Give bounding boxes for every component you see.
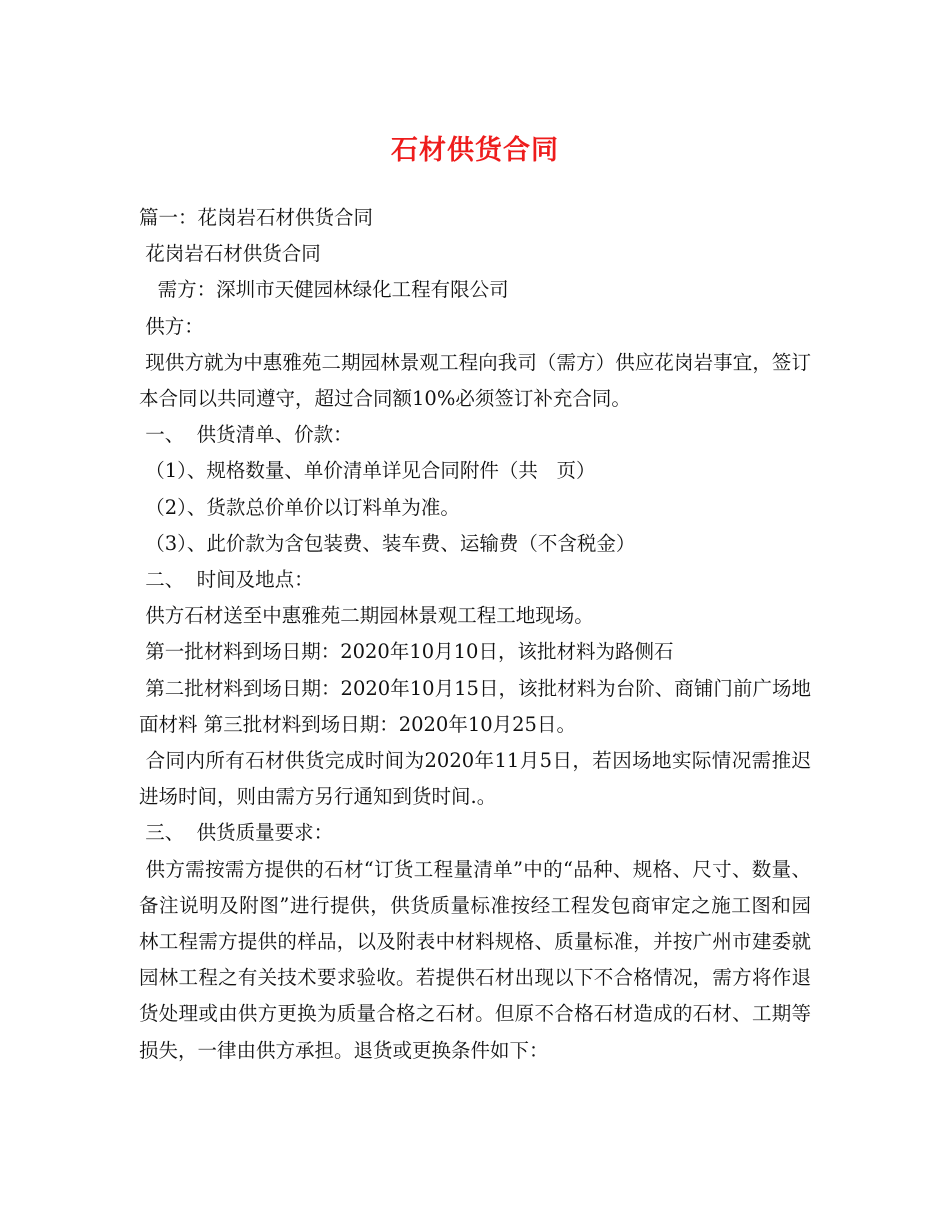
buyer-line: 需方：深圳市天健园林绿化工程有限公司 <box>139 278 509 302</box>
contract-subtitle: 花岗岩石材供货合同 <box>139 242 321 266</box>
delivery-batch-2-3: 第二批材料到场日期：2020年10月15日，该批材料为台阶、商铺门前广场地面材料 第三批材料到场日期：2020年10月25日。 <box>139 676 811 736</box>
document-title: 石材供货合同 <box>391 135 559 166</box>
completion-time: 合同内所有石材供货完成时间为2020年11月5日，若因场地实际情况需推迟进场时间，则由需方另行通知到货时间.。 <box>139 749 811 809</box>
document-body <box>139 200 811 1069</box>
clause-heading-3: 三、 供货质量要求： <box>139 821 334 845</box>
intro-paragraph: 现供方就为中惠雅苑二期园林景观工程向我司（需方）供应花岗岩事宜，签订本合同以共同遵守，超过合同额10%必须签订补充合同。 <box>139 350 811 411</box>
clause-heading-1: 一、 供货清单、价款： <box>139 423 353 447</box>
clause-item-1-3: （3）、此价款为含包装费、装车费、运输费（不含税金） <box>139 531 636 555</box>
clause-heading-2: 二、 时间及地点： <box>139 568 314 592</box>
section-heading-part-one: 篇一：花岗岩石材供货合同 <box>139 206 374 229</box>
supplier-line: 供方： <box>139 314 204 338</box>
clause-item-1-1: （1）、规格数量、单价清单详见合同附件（共 页） <box>139 459 596 483</box>
delivery-location: 供方石材送至中惠雅苑二期园林景观工程工地现场。 <box>139 604 594 628</box>
clause-item-1-2: （2）、货款总价单价以订料单为准。 <box>139 495 460 519</box>
delivery-batch-1: 第一批材料到场日期：2020年10月10日，该批材料为路侧石 <box>139 640 674 664</box>
quality-requirements: 供方需按需方提供的石材“订货工程量清单”中的“品种、规格、尺寸、数量、备注说明及附图”进行提供，供货质量标准按经工程发包商审定之施工图和园林工程需方提供的样品，以及附表中材料规格、质量标准，并按广州市建委就园林工程之有关技术要求验收。若提供石材出现以下不合格情况，需方将作退货处理或由供方更换为质量合格之石材。但原不合格石材造成的石材、工期等损失，一律由供方承担。退货或更换条件如下： <box>139 857 811 1062</box>
